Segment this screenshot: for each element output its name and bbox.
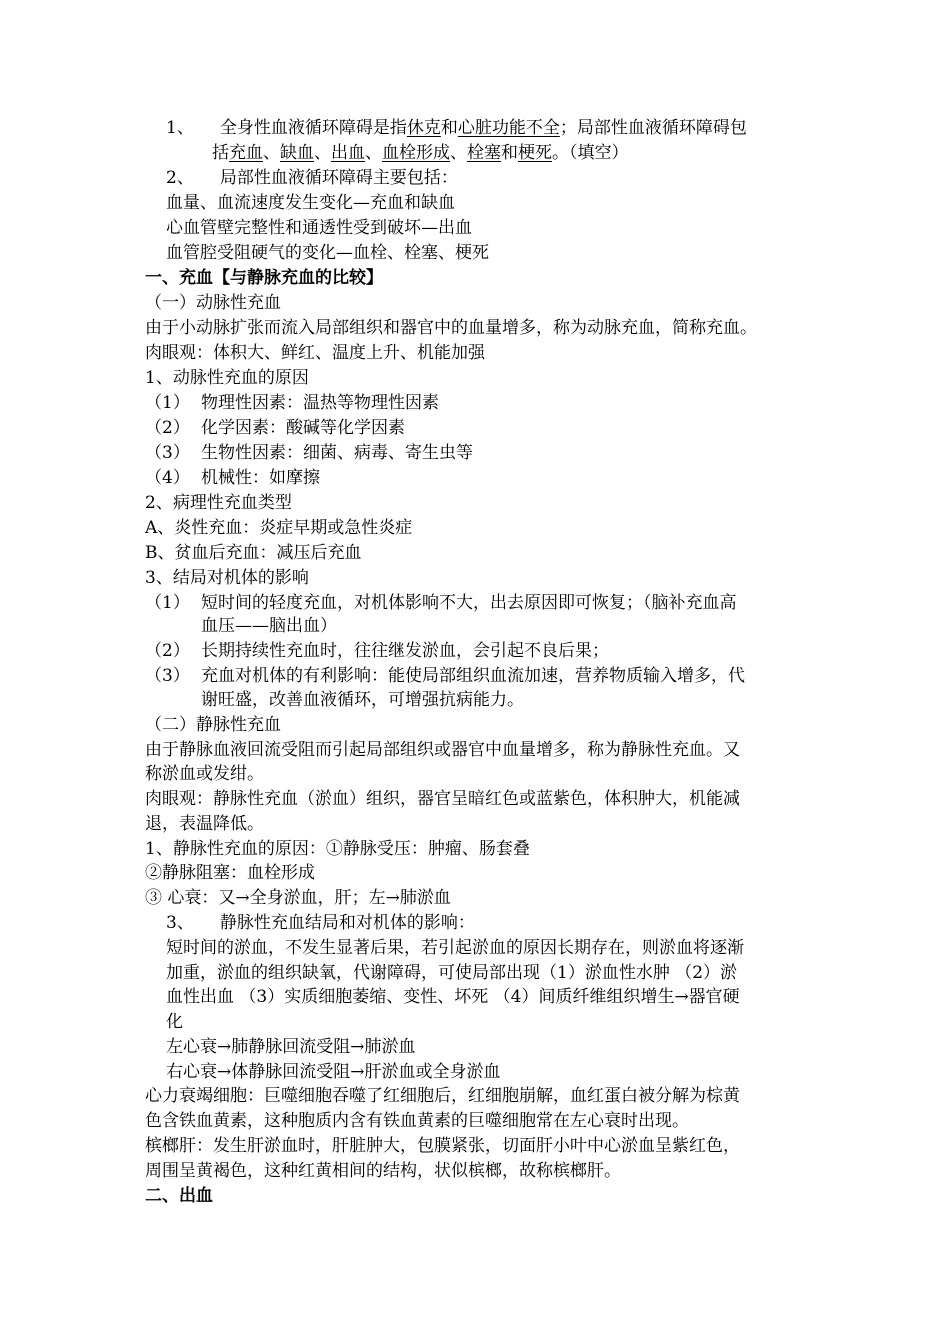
paragraph: 称淤血或发绀。 [145,764,264,784]
list-item: （1） 物理性因素：温热等物理性因素 [145,393,439,413]
intro-item2-sub: 血管腔受阻硬气的变化—血栓、栓塞、梗死 [166,243,489,263]
list-item: （2） 长期持续性充血时，往往继发淤血，会引起不良后果； [145,641,609,661]
section-heading-hemorrhage: 二、出血 [145,1186,213,1206]
item-title: 3、 静脉性充血结局和对机体的影响： [166,913,475,933]
list-item-cont: 血压——脑出血） [201,616,337,636]
list-item: B、贫血后充血：减压后充血 [145,543,362,563]
paragraph: 化 [166,1012,183,1032]
list-number: 1、 [166,118,194,138]
paragraph: ③ 心衰：又→全身淤血，肝；左→肺淤血 [145,888,451,908]
paragraph: 右心衰→体静脉回流受阻→肝淤血或全身淤血 [166,1062,501,1082]
paragraph: 槟榔肝：发生肝淤血时，肝脏肿大，包膜紧张，切面肝小叶中心淤血呈紫红色， [145,1136,740,1156]
paragraph: 左心衰→肺静脉回流受阻→肺淤血 [166,1037,416,1057]
paragraph: ②静脉阻塞：血栓形成 [145,863,315,883]
underlined-term: 心脏功能不全 [457,118,560,138]
list-item: A、炎性充血：炎症早期或急性炎症 [145,518,413,538]
paragraph: 血性出血 （3）实质细胞萎缩、变性、坏死 （4）间质纤维组织增生→器官硬 [166,987,740,1007]
paragraph: 肉眼观：体积大、鲜红、温度上升、机能加强 [145,343,485,363]
intro-item2-sub: 心血管壁完整性和通透性受到破坏—出血 [166,218,472,238]
item-title: 1、动脉性充血的原因 [145,368,309,388]
list-number: 3、 [166,913,194,933]
paragraph: 退，表温降低。 [145,814,264,834]
subsection-title: （二）静脉性充血 [145,715,281,735]
paragraph: 心力衰竭细胞：巨噬细胞吞噬了红细胞后，红细胞崩解，血红蛋白被分解为棕黄 [145,1086,740,1106]
section-heading-congestion: 一、充血【与静脉充血的比较】 [145,268,383,288]
paragraph: 色含铁血黄素，这种胞质内含有铁血黄素的巨噬细胞常在左心衰时出现。 [145,1111,689,1131]
underlined-term: 梗死 [518,143,552,163]
underlined-term: 出血 [331,143,365,163]
paragraph: 由于小动脉扩张而流入局部组织和器官中的血量增多，称为动脉充血，简称充血。 [145,318,757,338]
list-item-cont: 谢旺盛，改善血液循环，可增强抗病能力。 [201,690,524,710]
subsection-title: （一）动脉性充血 [145,293,281,313]
intro-item1-line1: 1、 全身性血液循环障碍是指休克和心脏功能不全；局部性血液循环障碍包 [166,118,747,138]
item-title: 2、病理性充血类型 [145,493,292,513]
paragraph: 肉眼观：静脉性充血（淤血）组织，器官呈暗红色或蓝紫色，体积肿大，机能减 [145,789,740,809]
underlined-term: 栓塞 [467,143,501,163]
item-title: 3、结局对机体的影响 [145,568,309,588]
underlined-term: 休克 [406,118,441,138]
underlined-term: 缺血 [280,143,314,163]
underlined-term: 充血 [229,143,263,163]
list-item: （3） 生物性因素：细菌、病毒、寄生虫等 [145,443,473,463]
paragraph: 1、静脉性充血的原因：①静脉受压：肿瘤、肠套叠 [145,839,530,859]
list-item: （2） 化学因素：酸碱等化学因素 [145,418,405,438]
underlined-term: 血栓形成 [382,143,450,163]
intro-item2-line: 2、 局部性血液循环障碍主要包括： [166,168,458,188]
paragraph: 短时间的淤血，不发生显著后果，若引起淤血的原因长期存在，则淤血将逐渐 [166,938,744,958]
list-number: 2、 [166,168,194,188]
intro-item2-sub: 血量、血流速度发生变化—充血和缺血 [166,193,455,213]
intro-item1-line2: 括充血、缺血、出血、血栓形成、栓塞和梗死。（填空） [212,143,629,163]
paragraph: 周围呈黄褐色，这种红黄相间的结构，状似槟榔，故称槟榔肝。 [145,1161,621,1181]
list-item: （3） 充血对机体的有利影响：能使局部组织血流加速，营养物质输入增多，代 [145,666,745,686]
paragraph: 由于静脉血液回流受阻而引起局部组织或器官中血量增多，称为静脉性充血。又 [145,740,740,760]
list-item: （1） 短时间的轻度充血，对机体影响不大，出去原因即可恢复；（脑补充血高 [145,593,737,613]
list-item: （4） 机械性：如摩擦 [145,468,320,488]
paragraph: 加重，淤血的组织缺氧，代谢障碍，可使局部出现（1）淤血性水肿 （2）淤 [166,963,738,983]
